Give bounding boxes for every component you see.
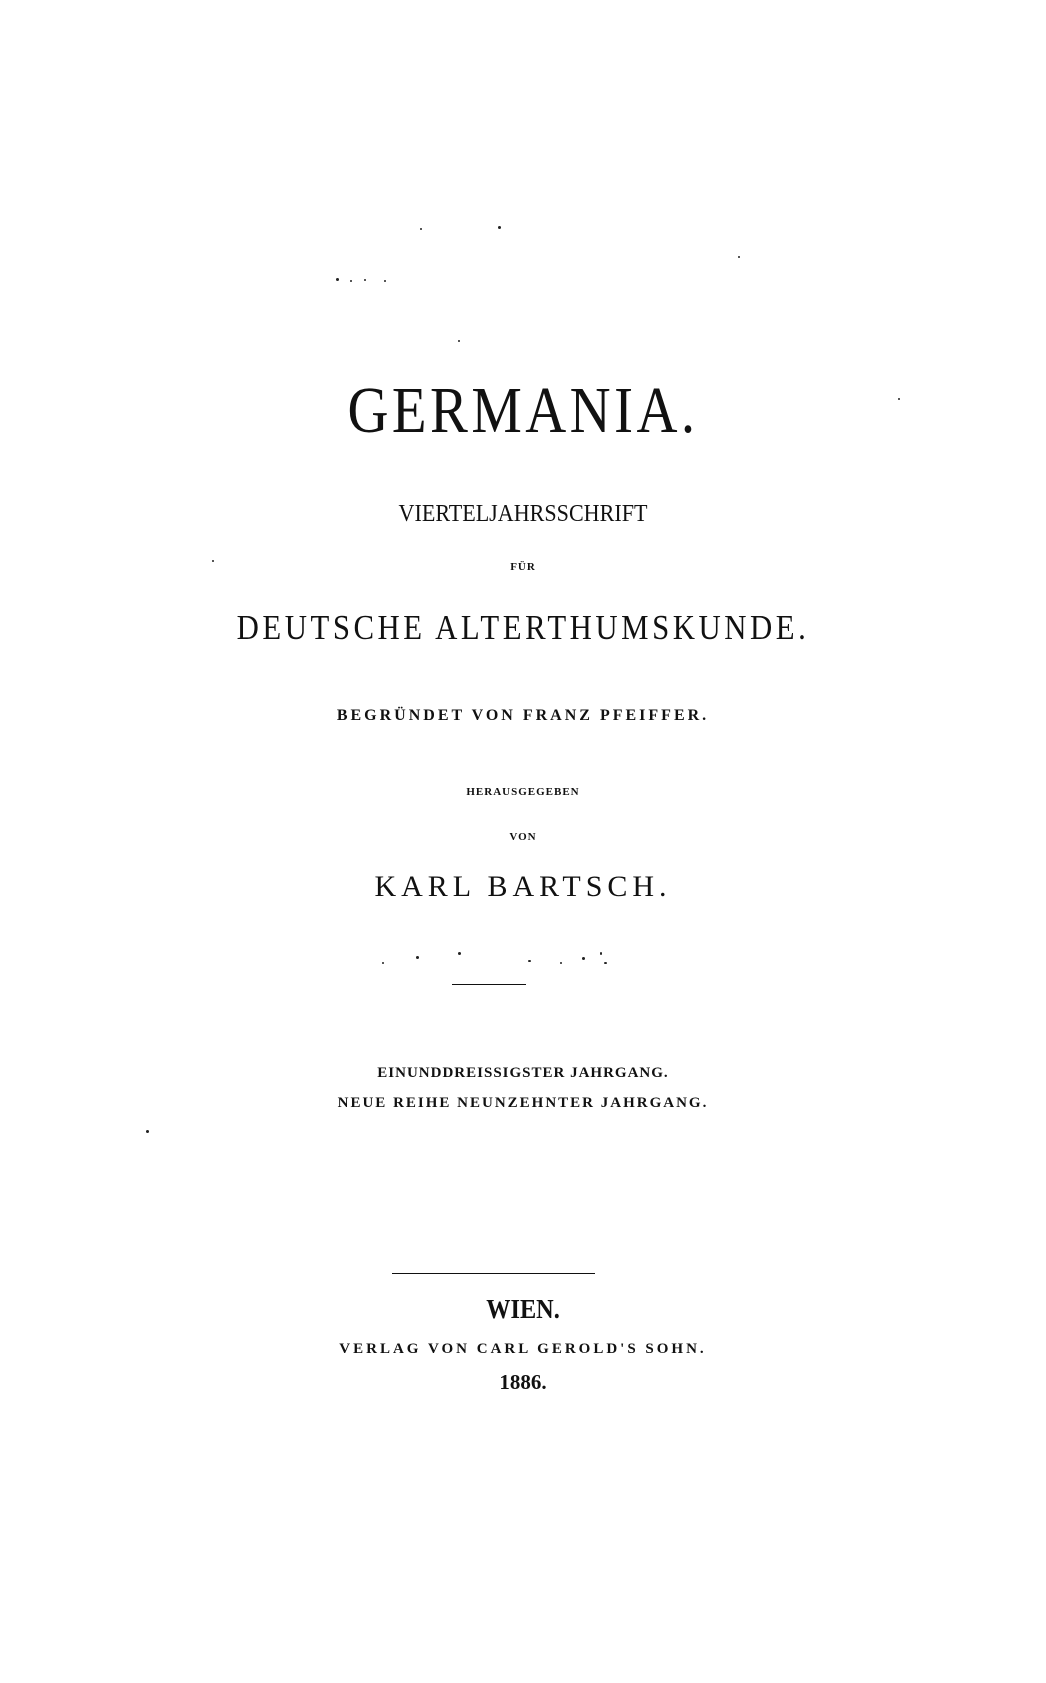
volume-year: EINUNDDREISSIGSTER JAHRGANG. <box>377 1065 669 1081</box>
scan-speck <box>336 278 339 281</box>
scan-speck <box>384 280 386 282</box>
scan-speck <box>600 952 602 955</box>
scan-speck <box>582 957 585 960</box>
scan-speck <box>146 1130 149 1133</box>
editor-name: KARL BARTSCH. <box>374 870 672 903</box>
scan-speck <box>458 340 460 342</box>
scan-speck <box>416 956 419 959</box>
publisher: VERLAG VON CARL GEROLD'S SOHN. <box>339 1341 707 1357</box>
scan-speck <box>350 280 352 282</box>
scan-speck <box>738 256 740 258</box>
journal-title: GERMANIA. <box>347 374 699 447</box>
scan-speck <box>458 952 461 955</box>
long-divider <box>392 1273 595 1274</box>
scan-speck <box>560 962 562 964</box>
series-year: NEUE REIHE NEUNZEHNTER JAHRGANG. <box>337 1095 709 1111</box>
short-divider <box>452 984 526 985</box>
scan-speck <box>604 962 607 964</box>
editor-preposition: VON <box>509 831 537 843</box>
founded-by: BEGRÜNDET VON FRANZ PFEIFFER. <box>336 707 710 724</box>
scan-speck <box>898 398 900 400</box>
scan-speck <box>420 228 422 230</box>
journal-subtitle: VIERTELJAHRSSCHRIFT <box>398 501 648 527</box>
scan-speck <box>498 226 501 229</box>
scan-speck <box>528 960 531 962</box>
scan-speck <box>212 560 214 562</box>
scan-speck <box>364 279 366 281</box>
journal-field: DEUTSCHE ALTERTHUMSKUNDE. <box>236 608 810 647</box>
preposition-fuer: FÜR <box>510 561 536 573</box>
scan-speck <box>382 962 384 964</box>
editor-label: HERAUSGEGEBEN <box>466 786 580 798</box>
publication-city: WIEN. <box>486 1294 560 1324</box>
publication-year: 1886. <box>499 1370 547 1394</box>
